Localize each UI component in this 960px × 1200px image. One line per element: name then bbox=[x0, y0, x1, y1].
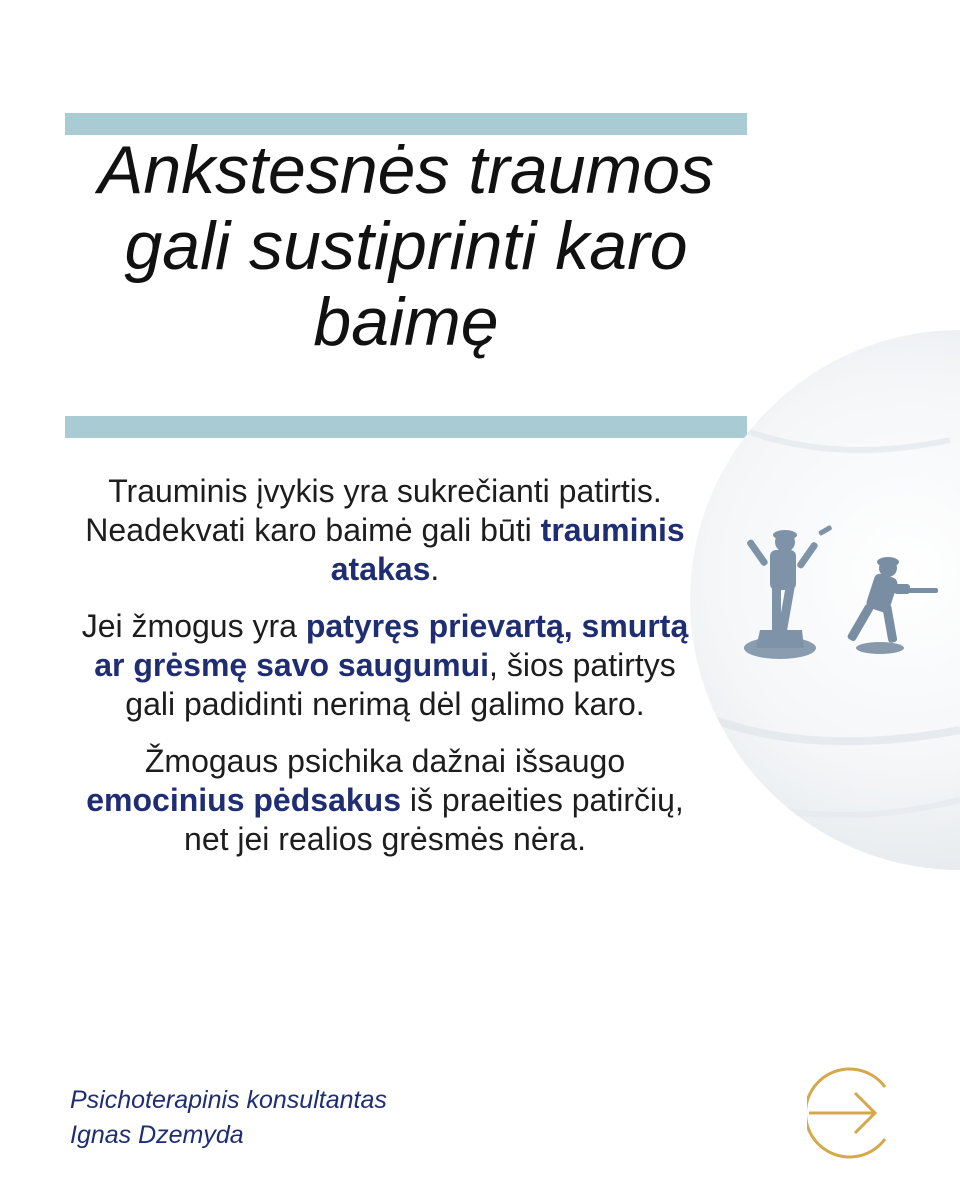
author-credit bbox=[70, 1083, 387, 1152]
title-line-3: baimę bbox=[313, 284, 499, 361]
toy-soldier-left bbox=[744, 525, 833, 659]
body-text bbox=[65, 472, 705, 877]
paragraph-3-end: iš praeities patirčių, net jei realios grėsmės nėra. bbox=[184, 782, 684, 858]
page-title bbox=[65, 132, 747, 360]
paragraph-2 bbox=[65, 607, 705, 724]
paragraph-3 bbox=[65, 742, 705, 859]
paragraph-1-end: . bbox=[430, 551, 440, 588]
paragraph-1-highlight: trauminis atakas bbox=[330, 512, 685, 588]
paragraph-3-text: Žmogaus psichika dažnai išsaugo bbox=[144, 743, 626, 780]
paragraph-2-end: , šios patirtys gali padidinti nerimą dėl galimo karo. bbox=[125, 647, 676, 723]
author-role: Psichoterapinis konsultantas bbox=[70, 1086, 387, 1114]
toy-soldier-right bbox=[847, 557, 938, 654]
paragraph-1 bbox=[65, 472, 705, 589]
title-line-2: gali sustiprinti karo bbox=[124, 208, 688, 285]
paragraph-1-text: Trauminis įvykis yra sukrečianti patirtis. Neadekvati karo baimė gali būti bbox=[85, 473, 662, 549]
next-arrow-button[interactable] bbox=[807, 1065, 903, 1161]
paragraph-2-highlight: patyręs prievartą, smurtą ar grėsmę savo saugumui bbox=[94, 608, 689, 684]
author-name: Ignas Dzemyda bbox=[70, 1120, 244, 1149]
arrow-right-circle-icon[interactable] bbox=[807, 1065, 903, 1161]
title-line-1: Ankstesnės traumos bbox=[97, 132, 715, 208]
toy-soldiers-photo bbox=[690, 330, 960, 870]
paragraph-2-text: Jei žmogus yra bbox=[81, 608, 306, 645]
paragraph-3-highlight: emocinius pėdsakus bbox=[86, 782, 401, 819]
title-bottom-bar bbox=[65, 416, 747, 438]
